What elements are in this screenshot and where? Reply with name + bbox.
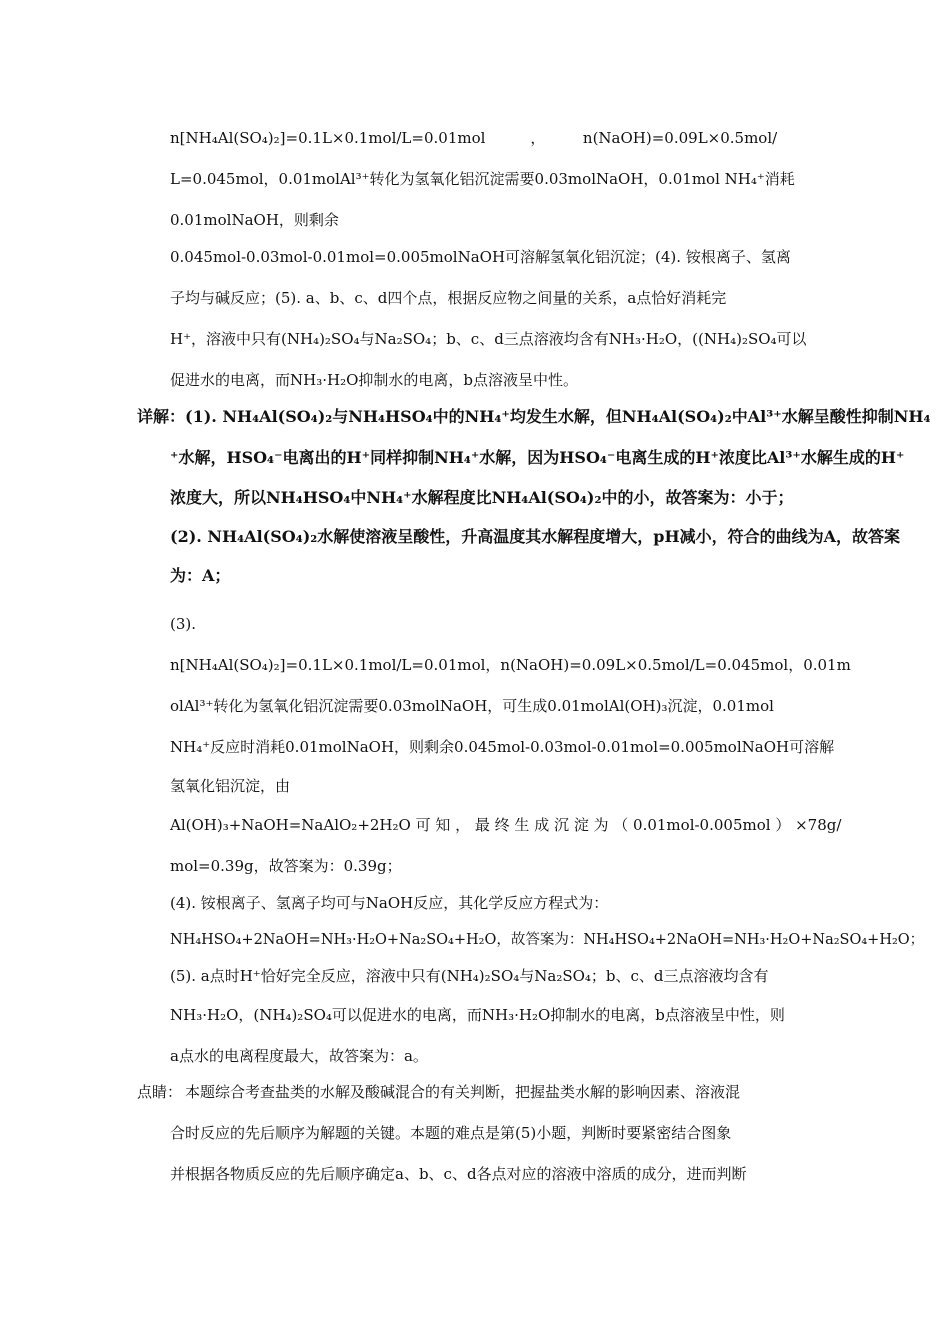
analysis-line-5: 子均与碱反应；(5). a、b、c、d四个点，根据反应物之间量的关系，a点恰好消耗完 <box>170 289 727 307</box>
analysis-line-7: 促进水的电离，而NH₃·H₂O抑制水的电离，b点溶液呈中性。 <box>170 371 578 389</box>
part3-line-7: mol=0.39g，故答案为：0.39g； <box>170 857 402 875</box>
detail-line-5: 为：A； <box>170 566 231 585</box>
analysis-line-3: 0.01molNaOH，则剩余 <box>170 211 339 229</box>
comment-line-3: 并根据各物质反应的先后顺序确定a、b、c、d各点对应的溶液中溶质的成分，进而判断 <box>170 1165 747 1183</box>
analysis-line-4: 0.045mol-0.03mol-0.01mol=0.005molNaOH可溶解氢氧化铝沉淀；(4). 铵根离子、氢离 <box>170 248 791 266</box>
comment-line-2: 合时反应的先后顺序为解题的关键。本题的难点是第(5)小题，判断时要紧密结合图象 <box>170 1124 732 1142</box>
detail-label: 详解： <box>137 407 186 426</box>
analysis-line-1: n[NH₄Al(SO₄)₂]=0.1L×0.1mol/L=0.01mol ， n(NaOH)=0.09L×0.5mol/ <box>170 129 778 147</box>
part3-line-5: 氢氧化铝沉淀，由 <box>170 777 291 795</box>
part5-line-2: NH₃·H₂O，(NH₄)₂SO₄可以促进水的电离，而NH₃·H₂O抑制水的电离，b点溶液呈中性，则 <box>170 1006 785 1024</box>
part4-line-2: NH₄HSO₄+2NaOH=NH₃·H₂O+Na₂SO₄+H₂O，故答案为：NH₄HSO₄+2NaOH=NH₃·H₂O+Na₂SO₄+H₂O； <box>170 932 925 948</box>
part5-line-1: (5). a点时H⁺恰好完全反应，溶液中只有(NH₄)₂SO₄与Na₂SO₄；b、c、d三点溶液均含有 <box>170 967 769 985</box>
part3-line-6: Al(OH)₃+NaOH=NaAlO₂+2H₂O 可 知 ， 最 终 生 成 沉 淀 为 （ 0.01mol-0.005mol ） ×78g/ <box>170 816 842 834</box>
detail-line-4: (2). NH₄Al(SO₄)₂水解使溶液呈酸性，升高温度其水解程度增大，pH减小，符合的曲线为A，故答案 <box>170 527 901 546</box>
analysis-line-6: H⁺，溶液中只有(NH₄)₂SO₄与Na₂SO₄；b、c、d三点溶液均含有NH₃·H₂O，((NH₄)₂SO₄可以 <box>170 330 807 348</box>
comment-line-1: 本题综合考查盐类的水解及酸碱混合的有关判断，把握盐类水解的影响因素、溶液混 <box>185 1083 741 1101</box>
part3-line-1: (3). <box>170 615 197 633</box>
part4-line-1: (4). 铵根离子、氢离子均可与NaOH反应，其化学反应方程式为： <box>170 894 609 912</box>
detail-line-2: ⁺水解，HSO₄⁻电离出的H⁺同样抑制NH₄⁺水解，因为HSO₄⁻电离生成的H⁺浓度比Al³⁺水解生成的H⁺ <box>170 448 905 467</box>
comment-label: 点睛： <box>137 1083 183 1101</box>
part5-line-3: a点水的电离程度最大，故答案为：a。 <box>170 1047 428 1065</box>
detail-line-1: (1). NH₄Al(SO₄)₂与NH₄HSO₄中的NH₄⁺均发生水解，但NH₄Al(SO₄)₂中Al³⁺水解呈酸性抑制NH₄ <box>185 407 931 426</box>
part3-line-4: NH₄⁺反应时消耗0.01molNaOH，则剩余0.045mol-0.03mol-0.01mol=0.005molNaOH可溶解 <box>170 738 835 756</box>
part3-line-2: n[NH₄Al(SO₄)₂]=0.1L×0.1mol/L=0.01mol，n(NaOH)=0.09L×0.5mol/L=0.045mol，0.01m <box>170 656 851 674</box>
analysis-line-2: L=0.045mol，0.01molAl³⁺转化为氢氧化铝沉淀需要0.03molNaOH，0.01mol NH₄⁺消耗 <box>170 170 795 188</box>
part3-line-3: olAl³⁺转化为氢氧化铝沉淀需要0.03molNaOH，可生成0.01molAl(OH)₃沉淀，0.01mol <box>170 697 774 715</box>
detail-line-3: 浓度大，所以NH₄HSO₄中NH₄⁺水解程度比NH₄Al(SO₄)₂中的小，故答案为：小于； <box>170 488 794 507</box>
